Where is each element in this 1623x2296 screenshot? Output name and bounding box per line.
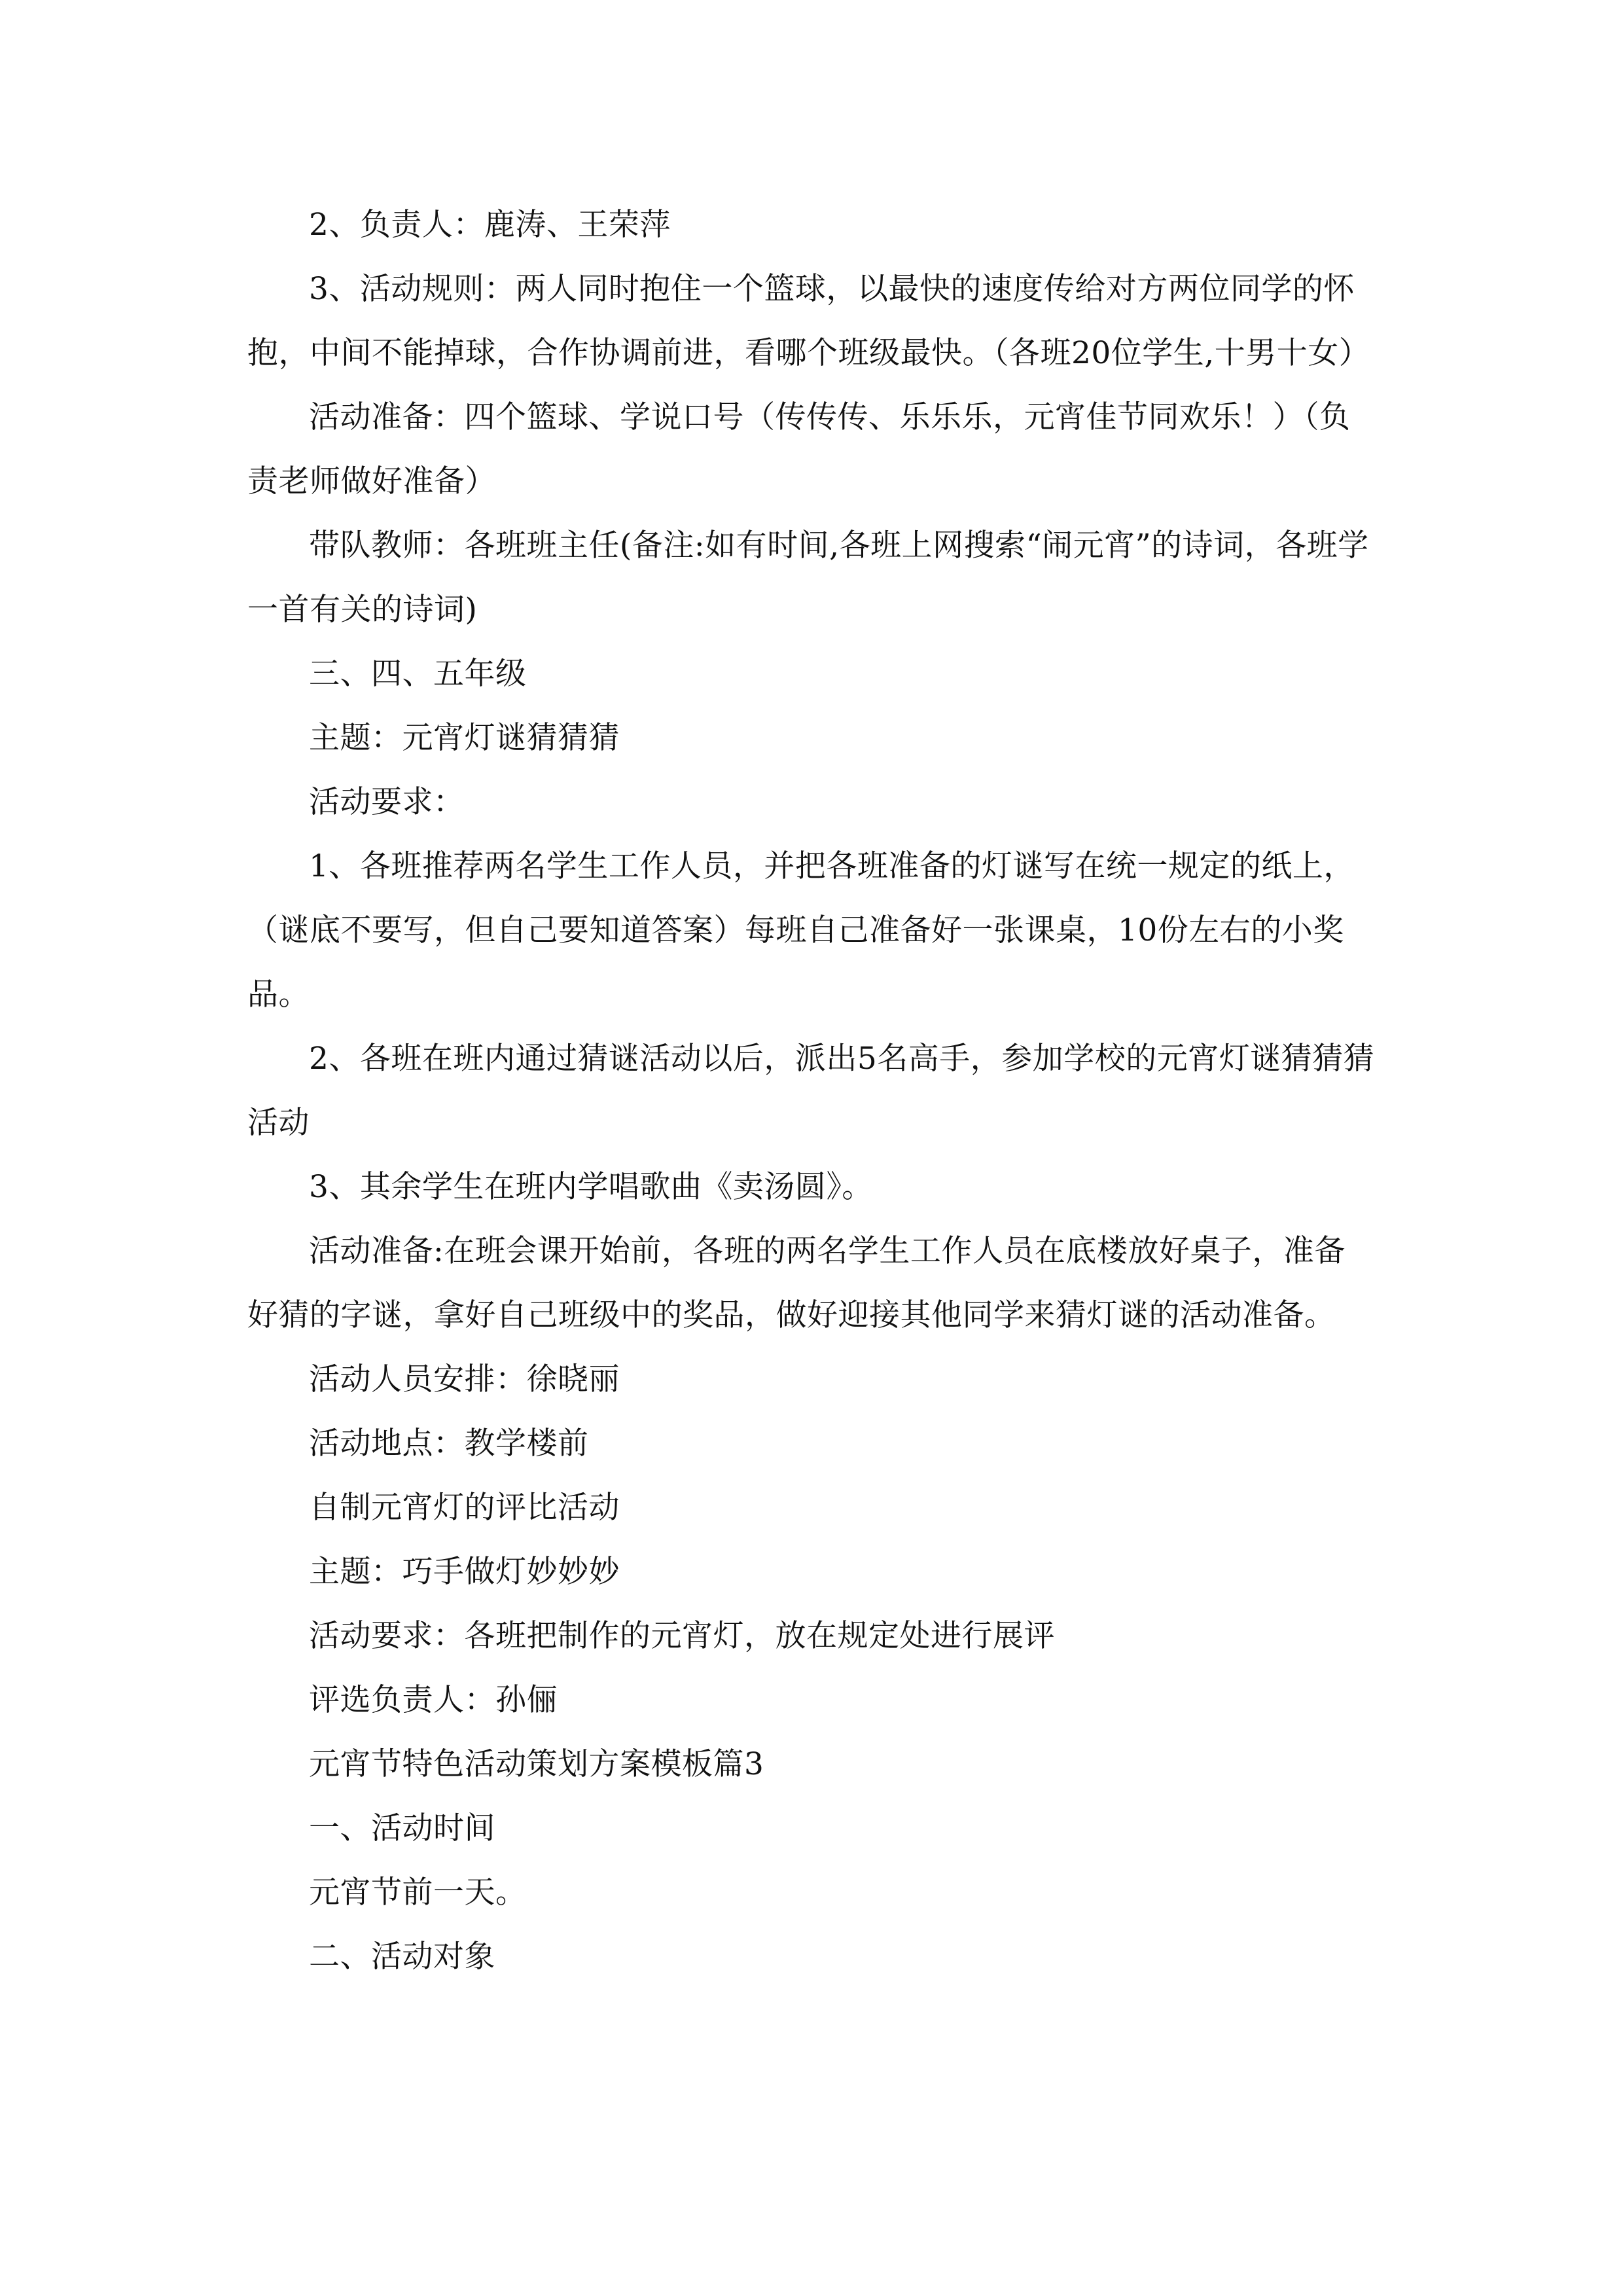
paragraph-requirement-1: 1、各班推荐两名学生工作人员，并把各班准备的灯谜写在统一规定的纸上，（谜底不要写，但自己要知道答案）每班自己准备好一张课桌，10份左右的小奖品。 — [247, 848, 1355, 1013]
paragraph-activity-targets-heading: 二、活动对象 — [309, 1939, 495, 1975]
paragraph-judging-responsible: 评选负责人：孙俪 — [309, 1682, 558, 1718]
paragraph-responsible-persons: 2、负责人：鹿涛、王荣萍 — [309, 207, 671, 243]
paragraph-section-title: 元宵节特色活动策划方案模板篇3 — [309, 1746, 764, 1782]
paragraph-grade-heading: 三、四、五年级 — [309, 656, 527, 692]
paragraph-activity-time-heading: 一、活动时间 — [309, 1810, 495, 1846]
paragraph-requirement-3: 3、其余学生在班内学唱歌曲《卖汤圆》。 — [309, 1169, 873, 1205]
paragraph-staff-arrangement: 活动人员安排：徐晓丽 — [309, 1361, 620, 1397]
paragraph-activity-time: 元宵节前一天。 — [309, 1874, 527, 1910]
paragraph-activity-rules: 3、活动规则：两人同时抱住一个篮球，以最快的速度传给对方两位同学的怀抱，中间不能掉球，合作协调前进，看哪个班级最快。（各班20位学生,十男十女） — [247, 271, 1370, 371]
paragraph-theme-lanterns: 主题：巧手做灯妙妙妙 — [309, 1554, 620, 1590]
paragraph-lantern-requirements: 活动要求：各班把制作的元宵灯，放在规定处进行展评 — [309, 1618, 1055, 1654]
paragraph-leading-teachers: 带队教师：各班班主任(备注:如有时间,各班上网搜索“闹元宵”的诗词，各班学一首有关的诗词) — [247, 528, 1369, 628]
paragraph-theme-riddles: 主题：元宵灯谜猜猜猜 — [309, 720, 620, 756]
paragraph-riddle-preparation: 活动准备:在班会课开始前，各班的两名学生工作人员在底楼放好桌子，准备好猜的字谜，拿好自己班级中的奖品，做好迎接其他同学来猜灯谜的活动准备。 — [247, 1233, 1346, 1333]
paragraph-activity-preparation: 活动准备：四个篮球、学说口号（传传传、乐乐乐，元宵佳节同欢乐！）（负责老师做好准备） — [247, 399, 1351, 499]
document-body — [247, 193, 1376, 1989]
paragraph-requirements-heading: 活动要求： — [309, 784, 465, 820]
paragraph-activity-location: 活动地点：教学楼前 — [309, 1426, 589, 1462]
paragraph-requirement-2: 2、各班在班内通过猜谜活动以后，派出5名高手，参加学校的元宵灯谜猜猜猜活动 — [247, 1041, 1375, 1141]
paragraph-lantern-contest: 自制元宵灯的评比活动 — [309, 1490, 620, 1526]
